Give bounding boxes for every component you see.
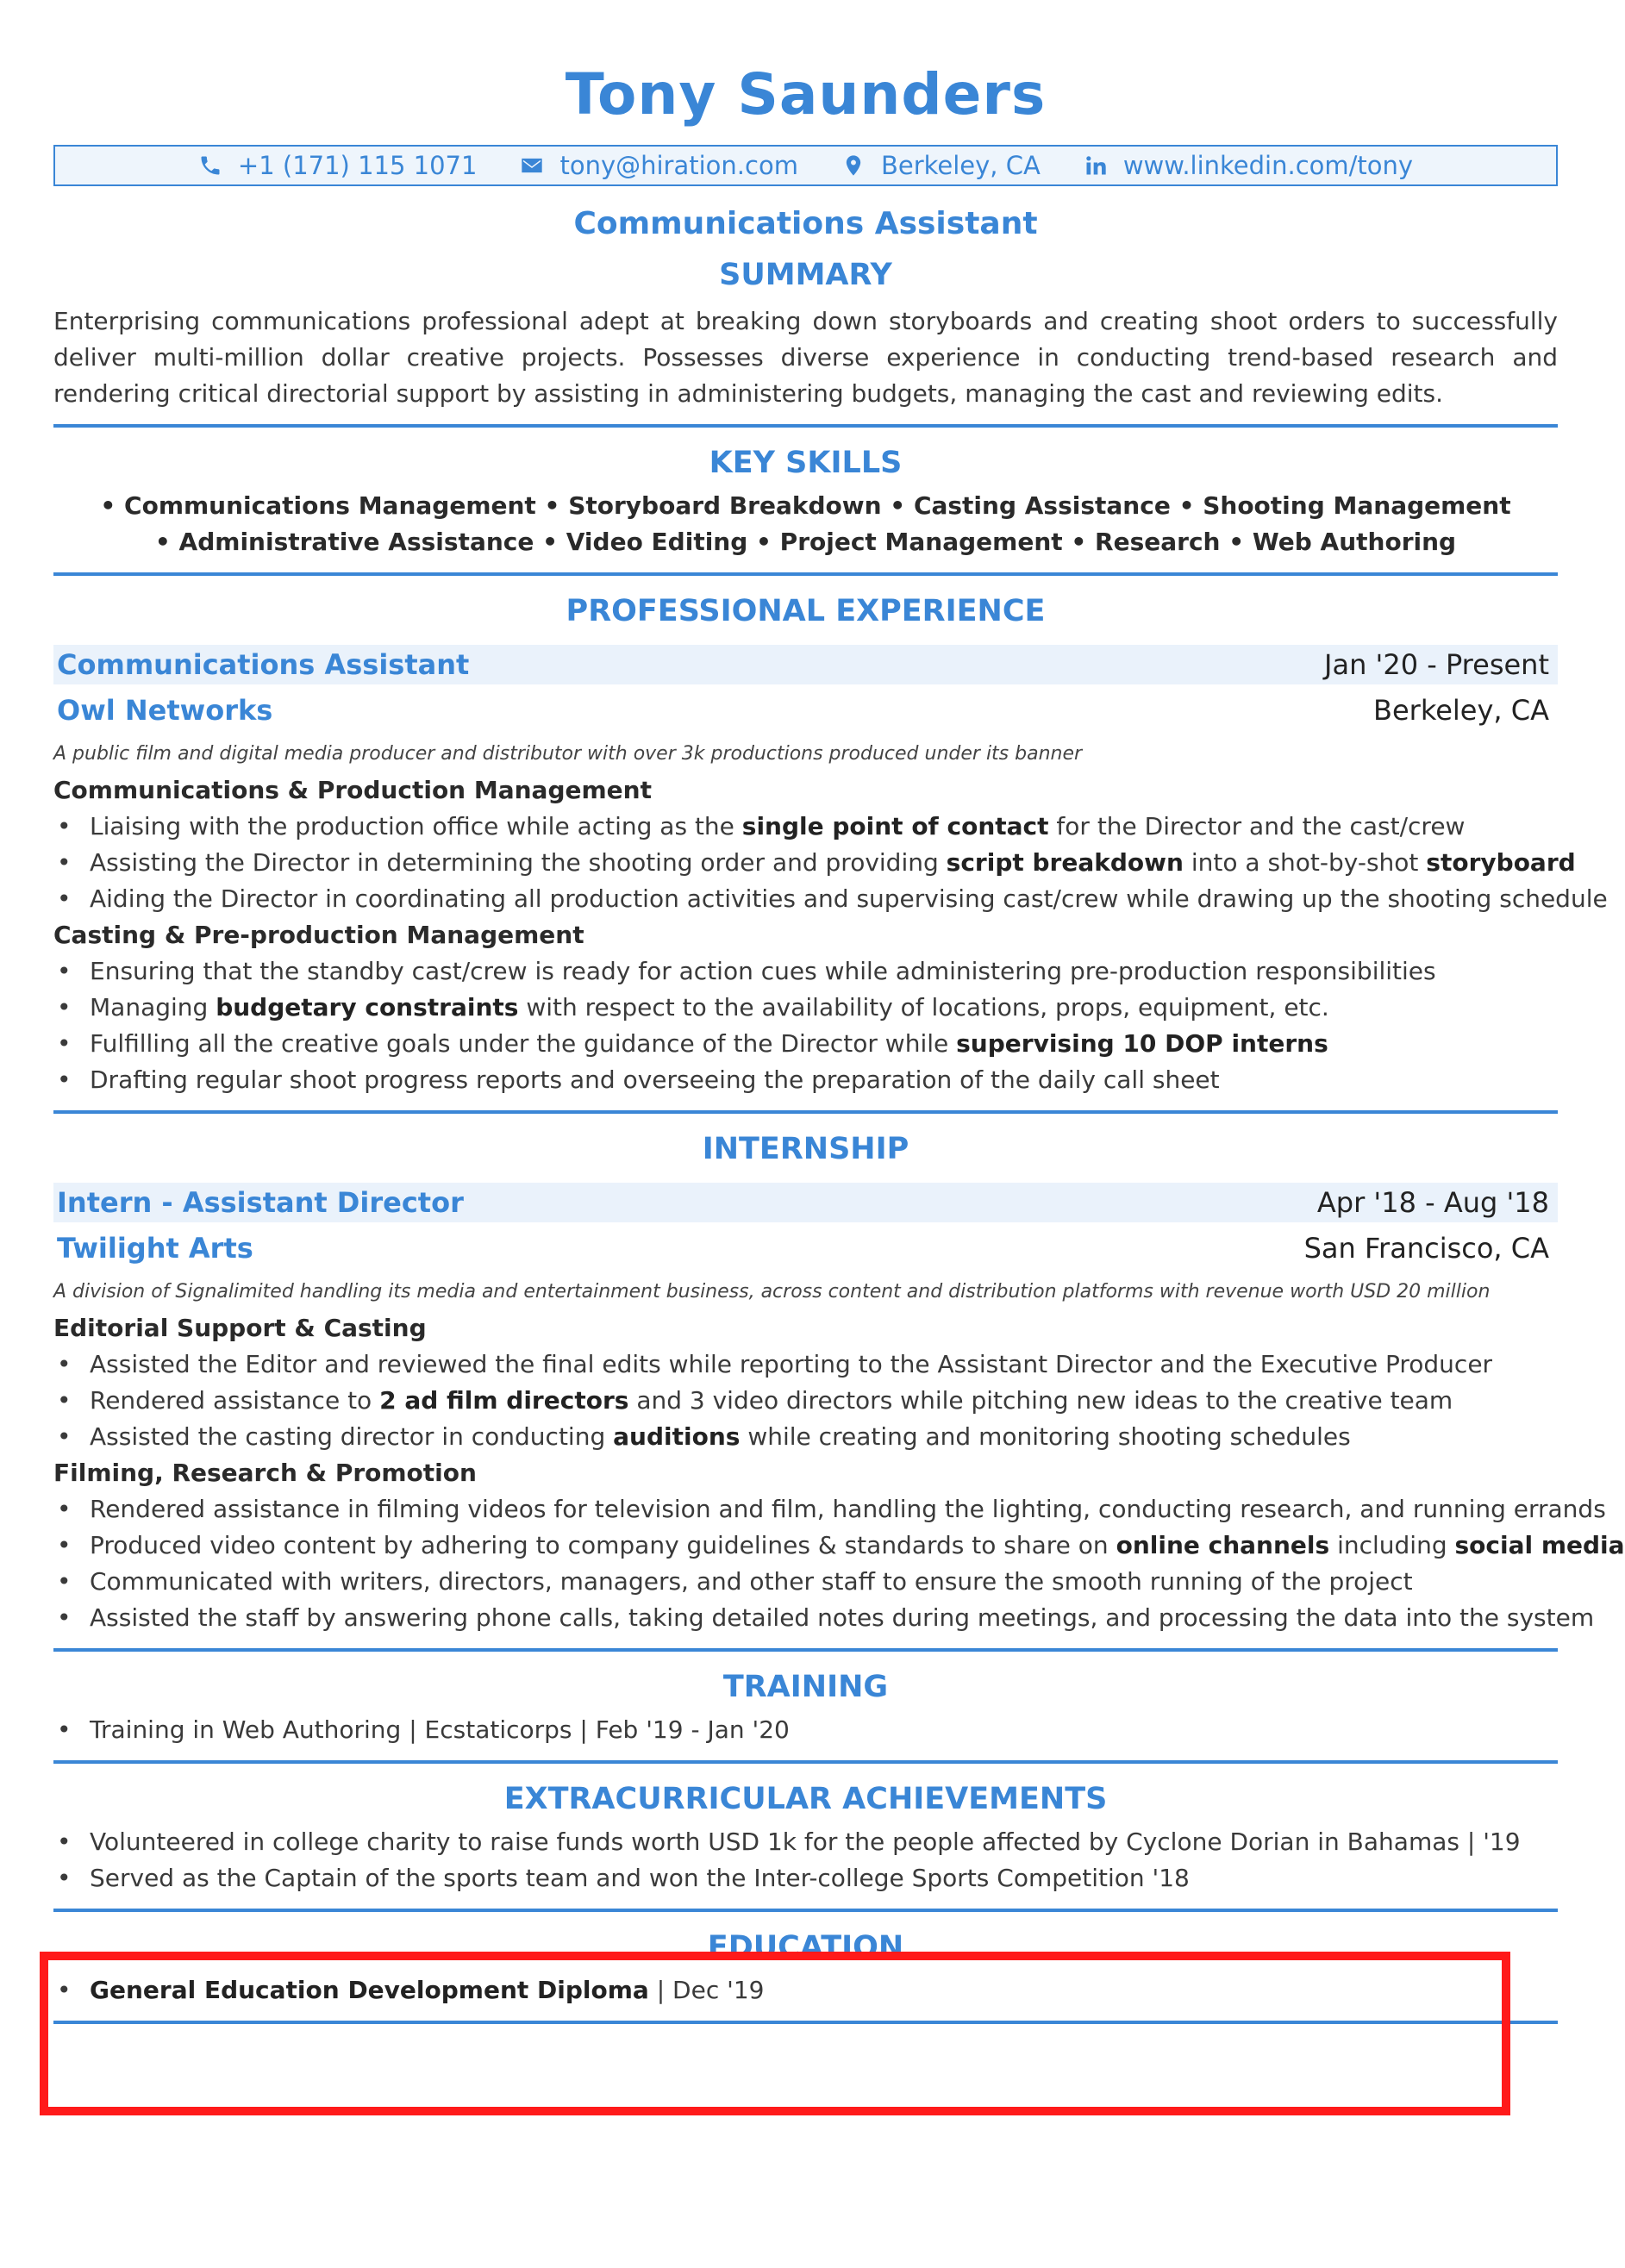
experience-group-1-title: Communications & Production Management	[53, 776, 652, 804]
extracurricular-heading: EXTRACURRICULAR ACHIEVEMENTS	[503, 1782, 1108, 1816]
list-item: • Assisted the Editor and reviewed the final edits while reporting to the Assistant Director and the Executive Producer	[53, 1346, 1558, 1383]
internship-group-2-title: Filming, Research & Promotion	[53, 1459, 477, 1487]
list-item: • Communicated with writers, directors, managers, and other staff to ensure the smooth running of the project	[53, 1564, 1558, 1600]
phone-icon	[198, 153, 222, 178]
list-item: • Drafting regular shoot progress reports and overseeing the preparation of the daily call sheet	[53, 1062, 1558, 1098]
experience-location: Berkeley, CA	[1373, 694, 1549, 727]
contact-linkedin-text: www.linkedin.com/tony	[1122, 151, 1414, 180]
training-list	[53, 1712, 1558, 1748]
contact-phone[interactable]	[198, 151, 478, 180]
section-divider	[53, 1909, 1558, 1912]
internship-group-1-title: Editorial Support & Casting	[53, 1314, 427, 1342]
internship-description: A division of Signalimited handling its media and entertainment business, across content and distribution platforms with revenue worth USD 20 million	[53, 1281, 1491, 1303]
contact-email-text: tony@hiration.com	[559, 151, 798, 180]
list-item: • Rendered assistance to 2 ad film directors and 3 video directors while pitching new ideas to the creative team	[53, 1383, 1558, 1419]
contact-linkedin[interactable]	[1084, 151, 1413, 180]
internship-heading: INTERNSHIP	[702, 1132, 909, 1166]
section-divider	[53, 424, 1558, 428]
internship-role-bar	[53, 1183, 1558, 1222]
list-item: • Liaising with the production office while acting as the single point of contact for the Director and the cast/crew	[53, 809, 1558, 845]
internship-location: San Francisco, CA	[1303, 1232, 1549, 1265]
section-divider	[53, 1760, 1558, 1764]
list-item: • Volunteered in college charity to raise funds worth USD 1k for the people affected by Cyclone Dorian in Bahamas | '19	[53, 1824, 1558, 1860]
contact-phone-text: +1 (171) 115 1071	[237, 151, 478, 180]
location-pin-icon	[841, 153, 866, 178]
summary-text: Enterprising communications professional adept at breaking down storyboards and creating shoot orders to successfully deliver multi-million dollar creative projects. Possesses diverse experience in conducting trend-based research and rendering critical directorial support by assisting in administering budgets, managing the cast and reviewing edits.	[53, 307, 1558, 408]
envelope-icon	[520, 153, 544, 178]
experience-group-2-list	[53, 953, 1558, 1098]
internship-group-1-list	[53, 1346, 1558, 1455]
experience-role: Communications Assistant	[57, 648, 470, 681]
list-item: • Assisting the Director in determining the shooting order and providing script breakdown into a shot-by-shot storyboard	[53, 845, 1558, 881]
internship-group-2-list	[53, 1491, 1625, 1636]
contact-email[interactable]	[520, 151, 798, 180]
skills-line-2: • Administrative Assistance • Video Editing • Project Management • Research • Web Authoring	[154, 528, 1457, 556]
list-item: • Served as the Captain of the sports team and won the Inter-college Sports Competition '18	[53, 1860, 1558, 1896]
experience-description: A public film and digital media producer and distributor with over 3k productions produced under its banner	[53, 743, 1083, 765]
internship-org-row	[53, 1222, 1558, 1274]
list-item: • Assisted the casting director in conducting auditions while creating and monitoring shooting schedules	[53, 1419, 1558, 1455]
list-item: • Fulfilling all the creative goals under the guidance of the Director while supervising 10 DOP interns	[53, 1026, 1558, 1062]
experience-org-row	[53, 684, 1558, 736]
training-heading: TRAINING	[722, 1670, 889, 1704]
experience-dates: Jan '20 - Present	[1324, 648, 1549, 681]
section-divider	[53, 572, 1558, 576]
summary-heading: SUMMARY	[719, 258, 892, 292]
skills-heading: KEY SKILLS	[709, 446, 903, 480]
experience-group-2-title: Casting & Pre-production Management	[53, 921, 584, 949]
linkedin-icon	[1084, 153, 1108, 178]
list-item: • Aiding the Director in coordinating all production activities and supervising cast/crew while drawing up the shooting schedule	[53, 881, 1558, 917]
section-divider	[53, 1110, 1558, 1114]
experience-org: Owl Networks	[57, 694, 273, 727]
contact-location-text: Berkeley, CA	[880, 151, 1041, 180]
list-item: • Managing budgetary constraints with respect to the availability of locations, props, equipment, etc.	[53, 990, 1558, 1026]
experience-group-1-list	[53, 809, 1608, 917]
list-item: • Ensuring that the standby cast/crew is ready for action cues while administering pre-production responsibilities	[53, 953, 1558, 990]
section-divider	[53, 1648, 1558, 1652]
extracurricular-list	[53, 1824, 1558, 1896]
resume-page	[53, 0, 1625, 2024]
skills-line-1: • Communications Management • Storyboard Breakdown • Casting Assistance • Shooting Management	[100, 491, 1511, 520]
education-heading: EDUCATION	[707, 1930, 904, 1965]
list-item: • General Education Development Diploma | Dec '19	[53, 1972, 1558, 2009]
internship-role: Intern - Assistant Director	[57, 1186, 464, 1219]
list-item: • Assisted the staff by answering phone calls, taking detailed notes during meetings, and processing the data into the system	[53, 1600, 1558, 1636]
list-item: • Training in Web Authoring | Ecstaticorps | Feb '19 - Jan '20	[53, 1712, 1558, 1748]
internship-org: Twilight Arts	[57, 1232, 253, 1265]
candidate-name: Tony Saunders	[565, 61, 1047, 128]
education-highlight-box	[40, 1952, 1510, 2115]
contact-bar	[53, 145, 1558, 186]
contact-location	[841, 151, 1041, 180]
experience-heading: PROFESSIONAL EXPERIENCE	[566, 594, 1046, 628]
list-item: • Produced video content by adhering to company guidelines & standards to share on online channels including social media	[53, 1528, 1558, 1564]
experience-role-bar	[53, 645, 1558, 684]
job-target-title: Communications Assistant	[573, 206, 1038, 241]
list-item: • Rendered assistance in filming videos for television and film, handling the lighting, conducting research, and running errands	[53, 1491, 1558, 1528]
internship-dates: Apr '18 - Aug '18	[1316, 1186, 1549, 1219]
